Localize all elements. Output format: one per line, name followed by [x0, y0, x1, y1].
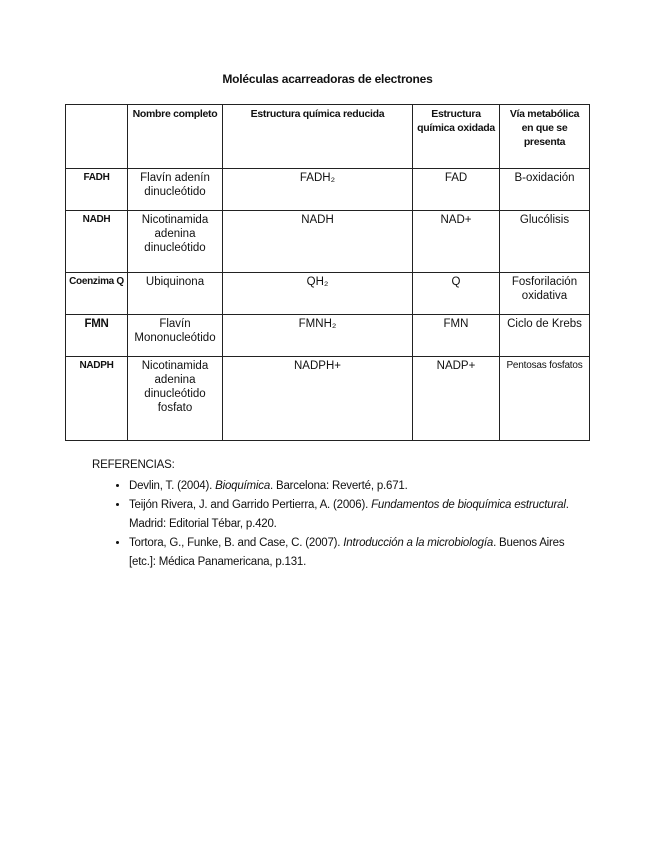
table-cell: B-oxidación — [500, 169, 590, 211]
table-cell: NADP+ — [413, 357, 500, 441]
table-cell: NADPH+ — [223, 357, 413, 441]
table-cell: FAD — [413, 169, 500, 211]
document-title: Moléculas acarreadoras de electrones — [222, 72, 433, 86]
reference-authors: Teijón Rivera, J. and Garrido Pertierra, A. (2006). — [129, 499, 372, 511]
reference-publisher: . Barcelona: Reverté, p.671. — [270, 480, 408, 492]
table-cell: Nicotinamida adenina dinucleótido — [128, 211, 223, 273]
row-header-cell: NADH — [66, 211, 128, 273]
references-heading: REFERENCIAS: — [92, 459, 175, 471]
table-cell: Ubiquinona — [128, 273, 223, 315]
reference-title: Bioquímica — [215, 480, 271, 492]
table-cell: FMNH₂ — [223, 315, 413, 357]
table-cell: FADH₂ — [223, 169, 413, 211]
table-row — [66, 315, 590, 357]
table-cell: NAD+ — [413, 211, 500, 273]
header-cell-blank — [66, 105, 128, 169]
table-row — [66, 211, 590, 273]
row-header-cell: FMN — [66, 315, 128, 357]
reference-title: Introducción a la microbiología — [343, 537, 494, 549]
table-cell: Flavín Mononucleótido — [128, 315, 223, 357]
header-cell-nombre-completo: Nombre completo — [128, 105, 223, 169]
references-section — [92, 456, 569, 572]
table-cell: Glucólisis — [500, 211, 590, 273]
table-cell: Pentosas fosfatos — [500, 357, 590, 441]
reference-publisher: . Madrid: Editorial Tébar, p.420. — [129, 499, 569, 530]
electron-carriers-table — [65, 104, 590, 441]
reference-publisher: . Buenos Aires [etc.]: Médica Panamericana, p.131. — [129, 537, 565, 568]
reference-authors: Devlin, T. (2004). — [129, 480, 216, 492]
table-cell: QH₂ — [223, 273, 413, 315]
header-cell-via-metabolica: Vía metabólica en que se presenta — [500, 105, 590, 169]
table-cell: Fosforilación oxidativa — [500, 273, 590, 315]
reference-item — [129, 534, 569, 572]
table-row — [66, 169, 590, 211]
table-cell: Q — [413, 273, 500, 315]
row-header-cell: FADH — [66, 169, 128, 211]
reference-item — [129, 496, 569, 534]
reference-authors: Tortora, G., Funke, B. and Case, C. (2007). — [129, 537, 344, 549]
table-header-row — [66, 105, 590, 169]
table-cell: Nicotinamida adenina dinucleótido fosfato — [128, 357, 223, 441]
reference-title: Fundamentos de bioquímica estructural — [371, 499, 566, 511]
table-cell: NADH — [223, 211, 413, 273]
table-cell: FMN — [413, 315, 500, 357]
table-row — [66, 357, 590, 441]
reference-item — [129, 477, 569, 496]
header-cell-estructura-reducida: Estructura química reducida — [223, 105, 413, 169]
row-header-cell: Coenzima Q — [66, 273, 128, 315]
header-cell-estructura-oxidada: Estructura química oxidada — [413, 105, 500, 169]
references-list — [92, 477, 569, 572]
row-header-cell: NADPH — [66, 357, 128, 441]
table-row — [66, 273, 590, 315]
table-cell: Ciclo de Krebs — [500, 315, 590, 357]
table-cell: Flavín adenín dinucleótido — [128, 169, 223, 211]
